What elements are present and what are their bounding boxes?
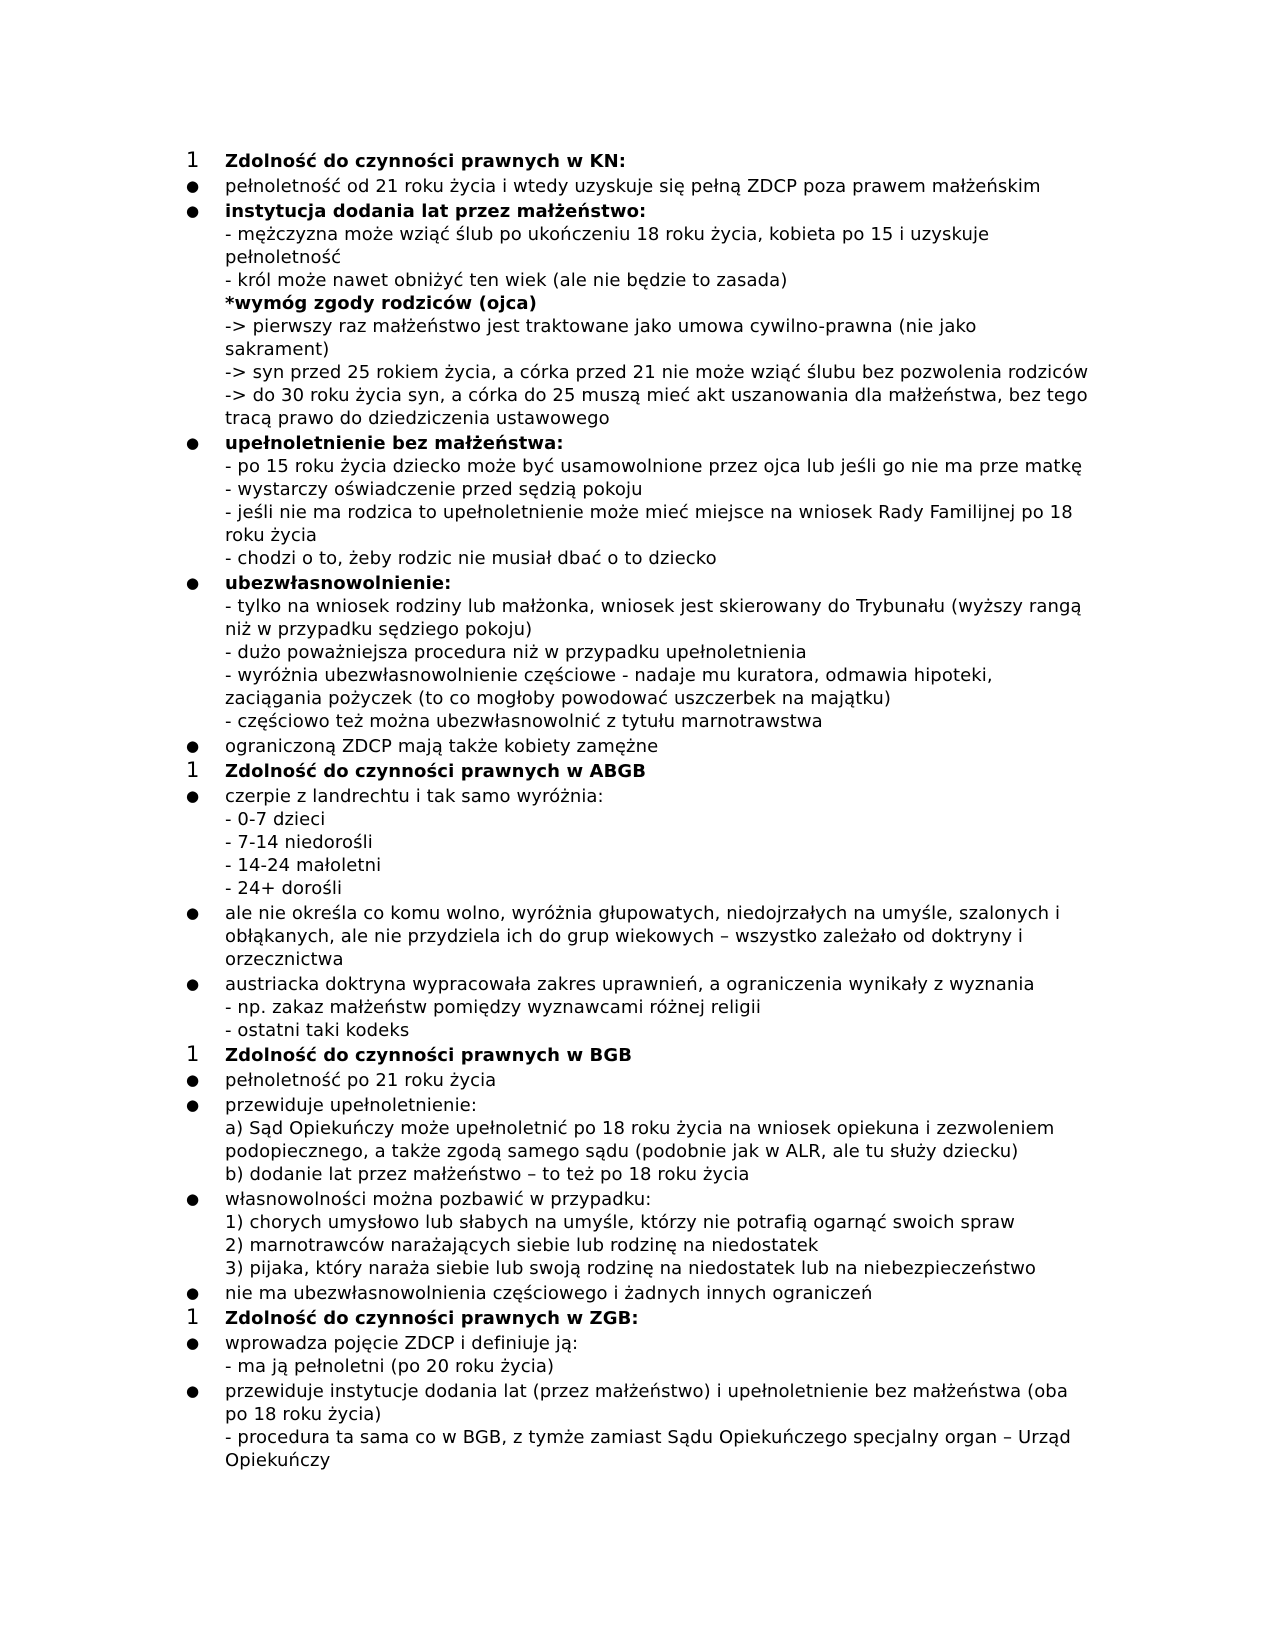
bold-text-line: Zdolność do czynności prawnych w ABGB: [225, 761, 647, 782]
text-line: - wystarczy oświadczenie przed sędzią pokoju: [225, 479, 643, 500]
section-heading: [186, 760, 1136, 783]
text-line: po 18 roku życia): [225, 1404, 382, 1425]
bullet-icon: ●: [186, 737, 200, 755]
bold-text-line: Zdolność do czynności prawnych w KN:: [225, 151, 627, 172]
text-line: -> do 30 roku życia syn, a córka do 25 muszą mieć akt uszanowania dla małżeństwa, bez tego: [225, 385, 1088, 406]
bullet-item: [186, 432, 1136, 570]
text-line: Opiekuńczy: [225, 1450, 331, 1471]
text-line: obłąkanych, ale nie przydziela ich do grup wiekowych – wszystko zależało od doktryny i: [225, 926, 1024, 947]
text-line: nie ma ubezwłasnowolnienia częściowego i żadnych innych ograniczeń: [225, 1283, 873, 1304]
bullet-icon: ●: [186, 574, 200, 592]
text-line: - 14-24 małoletni: [225, 855, 382, 876]
text-line: - 24+ dorośli: [225, 878, 343, 899]
bullet-icon: ●: [186, 787, 200, 805]
bold-text-line: Zdolność do czynności prawnych w BGB: [225, 1045, 633, 1066]
bullet-item: [186, 902, 1136, 971]
text-line: roku życia: [225, 525, 318, 546]
bold-text-line: upełnoletnienie bez małżeństwa:: [225, 433, 564, 454]
section-heading: [186, 1307, 1136, 1330]
text-line: wprowadza pojęcie ZDCP i definiuje ją:: [225, 1333, 579, 1354]
text-line: tracą prawo do dziedziczenia ustawowego: [225, 408, 610, 429]
document-body: [186, 150, 1136, 1474]
section-heading: [186, 150, 1136, 173]
bullet-item: [186, 1188, 1136, 1280]
text-line: przewiduje instytucje dodania lat (przez małżeństwo) i upełnoletnienie bez małżeństwa (oba: [225, 1381, 1068, 1402]
bullet-item: [186, 1380, 1136, 1472]
bullet-icon: ●: [186, 1071, 200, 1089]
bullet-item: [186, 572, 1136, 733]
text-line: sakrament): [225, 339, 330, 360]
text-line: pełnoletność: [225, 247, 342, 268]
text-line: - 0-7 dzieci: [225, 809, 326, 830]
text-line: - tylko na wniosek rodziny lub małżonka, wniosek jest skierowany do Trybunału (wyższy rangą: [225, 596, 1082, 617]
bullet-item: [186, 1332, 1136, 1378]
text-line: - np. zakaz małżeństw pomiędzy wyznawcami różnej religii: [225, 997, 762, 1018]
text-line: - chodzi o to, żeby rodzic nie musiał dbać o to dziecko: [225, 548, 717, 569]
list-number: 1: [186, 1305, 200, 1329]
text-line: - ma ją pełnoletni (po 20 roku życia): [225, 1356, 555, 1377]
text-line: -> pierwszy raz małżeństwo jest traktowane jako umowa cywilno-prawna (nie jako: [225, 316, 977, 337]
bullet-item: [186, 1282, 1136, 1305]
text-line: orzecznictwa: [225, 949, 344, 970]
bullet-item: [186, 735, 1136, 758]
text-line: - po 15 roku życia dziecko może być usamowolnione przez ojca lub jeśli go nie ma prze matkę: [225, 456, 1083, 477]
text-line: przewiduje upełnoletnienie:: [225, 1095, 478, 1116]
text-line: zaciągania pożyczek (to co mogłoby powodować uszczerbek na majątku): [225, 688, 891, 709]
bold-text-line: Zdolność do czynności prawnych w ZGB:: [225, 1308, 639, 1329]
bold-text-line: *wymóg zgody rodziców (ojca): [225, 293, 537, 314]
text-line: ale nie określa co komu wolno, wyróżnia głupowatych, niedojrzałych na umyśle, szalonych i: [225, 903, 1061, 924]
bold-text-line: instytucja dodania lat przez małżeństwo:: [225, 201, 647, 222]
text-line: - ostatni taki kodeks: [225, 1020, 410, 1041]
bullet-icon: ●: [186, 1334, 200, 1352]
text-line: 2) marnotrawców narażających siebie lub rodzinę na niedostatek: [225, 1235, 819, 1256]
text-line: - 7-14 niedorośli: [225, 832, 373, 853]
text-line: - dużo poważniejsza procedura niż w przypadku upełnoletnienia: [225, 642, 807, 663]
text-line: czerpie z landrechtu i tak samo wyróżnia:: [225, 786, 604, 807]
section-heading: [186, 1044, 1136, 1067]
bullet-icon: ●: [186, 1284, 200, 1302]
bullet-item: [186, 973, 1136, 1042]
bullet-icon: ●: [186, 904, 200, 922]
bullet-item: [186, 200, 1136, 430]
text-line: -> syn przed 25 rokiem życia, a córka przed 21 nie może wziąć ślubu bez pozwolenia rodziców: [225, 362, 1089, 383]
bullet-item: [186, 1094, 1136, 1186]
text-line: podopiecznego, a także zgodą samego sądu (podobnie jak w ALR, ale tu służy dziecku): [225, 1141, 1019, 1162]
bullet-item: [186, 175, 1136, 198]
text-line: ograniczoną ZDCP mają także kobiety zamężne: [225, 736, 659, 757]
text-line: własnowolności można pozbawić w przypadku:: [225, 1189, 652, 1210]
text-line: b) dodanie lat przez małżeństwo – to też po 18 roku życia: [225, 1164, 750, 1185]
text-line: niż w przypadku sędziego pokoju): [225, 619, 533, 640]
bullet-icon: ●: [186, 202, 200, 220]
text-line: 1) chorych umysłowo lub słabych na umyśle, którzy nie potrafią ogarnąć swoich spraw: [225, 1212, 1015, 1233]
text-line: pełnoletność od 21 roku życia i wtedy uzyskuje się pełną ZDCP poza prawem małżeńskim: [225, 176, 1041, 197]
list-number: 1: [186, 148, 200, 172]
bullet-icon: ●: [186, 1382, 200, 1400]
bold-text-line: ubezwłasnowolnienie:: [225, 573, 452, 594]
text-line: a) Sąd Opiekuńczy może upełnoletnić po 18 roku życia na wniosek opiekuna i zezwoleniem: [225, 1118, 1055, 1139]
text-line: - wyróżnia ubezwłasnowolnienie częściowe - nadaje mu kuratora, odmawia hipoteki,: [225, 665, 993, 686]
bullet-icon: ●: [186, 177, 200, 195]
text-line: - jeśli nie ma rodzica to upełnoletnienie może mieć miejsce na wniosek Rady Familijnej po 18: [225, 502, 1073, 523]
bullet-item: [186, 1069, 1136, 1092]
text-line: pełnoletność po 21 roku życia: [225, 1070, 497, 1091]
text-line: 3) pijaka, który naraża siebie lub swoją rodzinę na niedostatek lub na niebezpieczeństwo: [225, 1258, 1037, 1279]
text-line: - częściowo też można ubezwłasnowolnić z tytułu marnotrawstwa: [225, 711, 823, 732]
text-line: - procedura ta sama co w BGB, z tymże zamiast Sądu Opiekuńczego specjalny organ – Urząd: [225, 1427, 1071, 1448]
bullet-icon: ●: [186, 434, 200, 452]
list-number: 1: [186, 1042, 200, 1066]
text-line: - król może nawet obniżyć ten wiek (ale nie będzie to zasada): [225, 270, 788, 291]
bullet-icon: ●: [186, 975, 200, 993]
list-number: 1: [186, 758, 200, 782]
bullet-icon: ●: [186, 1096, 200, 1114]
bullet-icon: ●: [186, 1190, 200, 1208]
text-line: - mężczyzna może wziąć ślub po ukończeniu 18 roku życia, kobieta po 15 i uzyskuje: [225, 224, 990, 245]
text-line: austriacka doktryna wypracowała zakres uprawnień, a ograniczenia wynikały z wyznania: [225, 974, 1035, 995]
bullet-item: [186, 785, 1136, 900]
